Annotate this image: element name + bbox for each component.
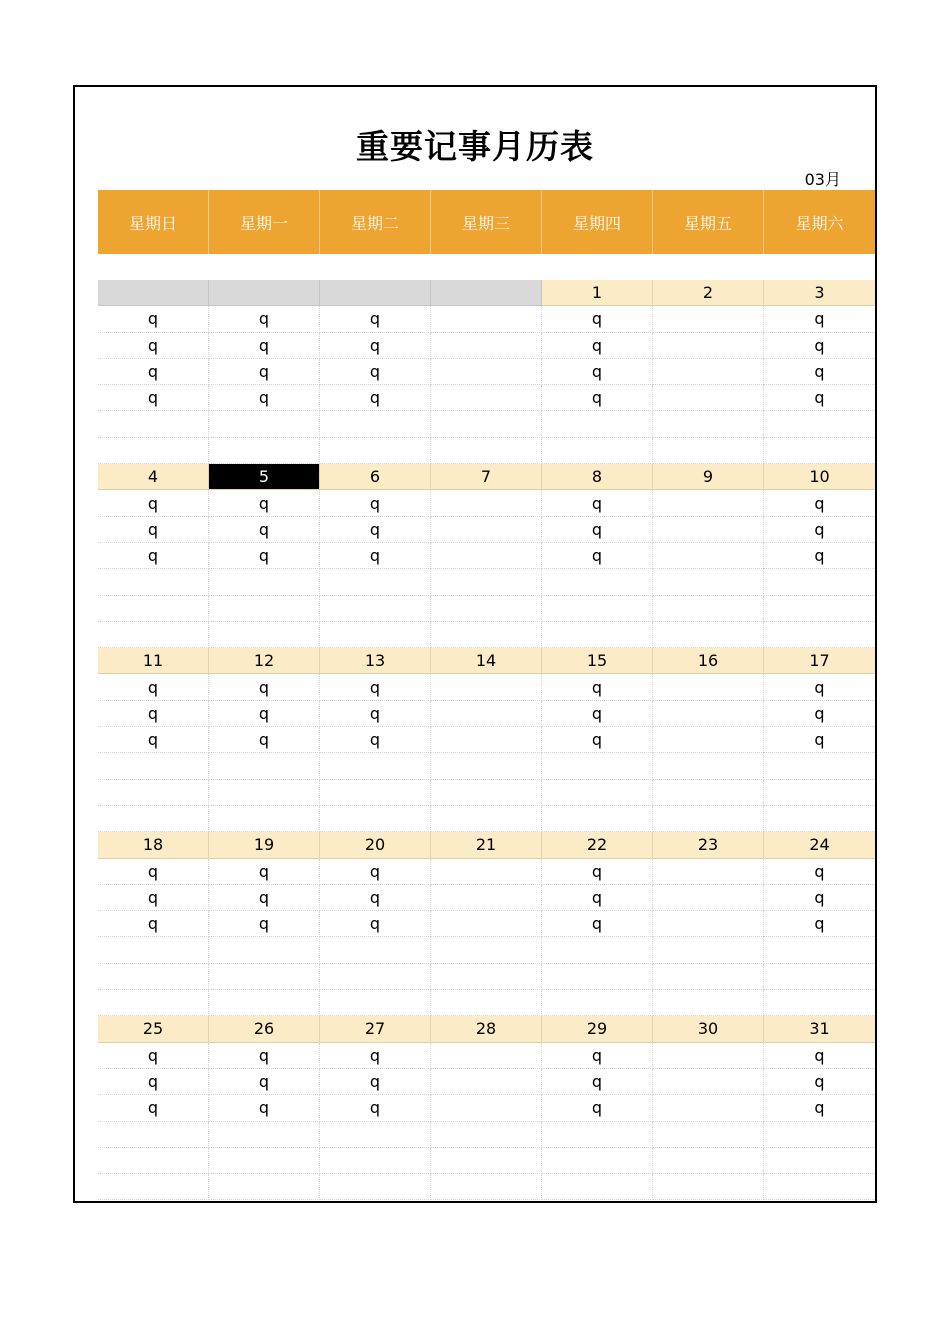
date-cell[interactable]: 10 xyxy=(764,464,875,490)
date-cell[interactable]: 4 xyxy=(98,464,209,490)
note-cell[interactable]: q xyxy=(209,885,320,911)
note-cell[interactable]: q xyxy=(764,490,875,516)
note-cell[interactable] xyxy=(209,1122,320,1148)
date-row xyxy=(98,280,875,306)
note-row xyxy=(98,490,875,516)
note-cell[interactable]: q xyxy=(209,1095,320,1121)
note-cell[interactable] xyxy=(542,937,653,963)
note-cell[interactable]: q xyxy=(209,306,320,332)
note-row xyxy=(98,385,875,411)
note-cell[interactable]: q xyxy=(542,543,653,569)
note-row xyxy=(98,333,875,359)
date-cell[interactable]: 2 xyxy=(653,280,764,306)
note-cell[interactable] xyxy=(653,333,764,359)
note-cell[interactable]: q xyxy=(764,1095,875,1121)
note-cell[interactable]: q xyxy=(542,385,653,411)
note-cell[interactable] xyxy=(764,596,875,622)
note-cell[interactable] xyxy=(431,911,542,937)
note-cell[interactable]: q xyxy=(764,911,875,937)
note-cell[interactable] xyxy=(209,990,320,1016)
note-row xyxy=(98,753,875,779)
date-cell[interactable]: 26 xyxy=(209,1016,320,1042)
note-cell[interactable] xyxy=(431,569,542,595)
note-cell[interactable] xyxy=(431,1148,542,1174)
note-row xyxy=(98,1095,875,1121)
note-cell[interactable] xyxy=(542,990,653,1016)
note-row xyxy=(98,1069,875,1095)
note-cell[interactable] xyxy=(431,727,542,753)
note-cell[interactable] xyxy=(209,964,320,990)
note-row xyxy=(98,990,875,1016)
weeks-container xyxy=(98,280,875,1200)
note-cell[interactable]: q xyxy=(98,306,209,332)
note-cell[interactable]: q xyxy=(764,1043,875,1069)
note-cell[interactable]: q xyxy=(209,490,320,516)
note-cell[interactable] xyxy=(431,385,542,411)
note-cell[interactable]: q xyxy=(209,859,320,885)
empty-date-cell[interactable] xyxy=(320,280,431,306)
note-cell[interactable]: q xyxy=(98,359,209,385)
note-cell[interactable] xyxy=(98,1122,209,1148)
note-row xyxy=(98,885,875,911)
note-cell[interactable] xyxy=(320,596,431,622)
note-cell[interactable] xyxy=(542,753,653,779)
header-spacer xyxy=(98,254,875,280)
note-row xyxy=(98,306,875,332)
note-row xyxy=(98,911,875,937)
note-cell[interactable] xyxy=(320,990,431,1016)
note-cell[interactable] xyxy=(431,990,542,1016)
note-cell[interactable]: q xyxy=(320,674,431,700)
note-cell[interactable] xyxy=(542,806,653,832)
note-row xyxy=(98,780,875,806)
note-cell[interactable] xyxy=(653,1069,764,1095)
note-cell[interactable] xyxy=(98,1148,209,1174)
note-cell[interactable] xyxy=(98,411,209,437)
note-cell[interactable] xyxy=(431,806,542,832)
note-cell[interactable]: q xyxy=(764,517,875,543)
note-cell[interactable] xyxy=(653,622,764,648)
date-cell[interactable]: 30 xyxy=(653,1016,764,1042)
week-block xyxy=(98,280,875,464)
note-cell[interactable]: q xyxy=(764,701,875,727)
note-cell[interactable]: q xyxy=(98,543,209,569)
note-cell[interactable]: q xyxy=(320,1043,431,1069)
note-cell[interactable] xyxy=(653,727,764,753)
note-cell[interactable] xyxy=(431,359,542,385)
note-row xyxy=(98,727,875,753)
note-cell[interactable] xyxy=(653,1043,764,1069)
note-cell[interactable] xyxy=(653,674,764,700)
note-cell[interactable] xyxy=(653,937,764,963)
note-cell[interactable]: q xyxy=(320,359,431,385)
note-cell[interactable] xyxy=(209,411,320,437)
date-cell[interactable]: 23 xyxy=(653,832,764,858)
date-cell[interactable]: 18 xyxy=(98,832,209,858)
note-cell[interactable]: q xyxy=(320,517,431,543)
note-cell[interactable]: q xyxy=(764,385,875,411)
note-cell[interactable] xyxy=(764,964,875,990)
date-cell[interactable]: 19 xyxy=(209,832,320,858)
note-cell[interactable]: q xyxy=(542,490,653,516)
date-cell[interactable]: 28 xyxy=(431,1016,542,1042)
date-row xyxy=(98,648,875,674)
note-cell[interactable] xyxy=(98,780,209,806)
note-cell[interactable] xyxy=(320,569,431,595)
date-cell[interactable]: 7 xyxy=(431,464,542,490)
note-cell[interactable] xyxy=(653,359,764,385)
date-cell[interactable]: 20 xyxy=(320,832,431,858)
note-cell[interactable] xyxy=(764,622,875,648)
note-cell[interactable] xyxy=(542,411,653,437)
calendar-grid xyxy=(98,190,875,1200)
note-cell[interactable] xyxy=(764,1174,875,1200)
date-cell[interactable]: 27 xyxy=(320,1016,431,1042)
note-cell[interactable] xyxy=(209,753,320,779)
note-cell[interactable] xyxy=(320,753,431,779)
date-cell[interactable]: 3 xyxy=(764,280,875,306)
note-cell[interactable]: q xyxy=(764,543,875,569)
note-cell[interactable]: q xyxy=(320,701,431,727)
note-cell[interactable] xyxy=(653,490,764,516)
note-cell[interactable] xyxy=(209,1148,320,1174)
note-cell[interactable] xyxy=(320,1122,431,1148)
note-cell[interactable]: q xyxy=(209,674,320,700)
note-cell[interactable]: q xyxy=(542,1069,653,1095)
note-row xyxy=(98,438,875,464)
note-cell[interactable]: q xyxy=(320,727,431,753)
note-cell[interactable] xyxy=(431,596,542,622)
note-cell[interactable] xyxy=(320,1148,431,1174)
note-cell[interactable]: q xyxy=(764,859,875,885)
week-block xyxy=(98,1016,875,1200)
note-row xyxy=(98,964,875,990)
note-row xyxy=(98,701,875,727)
note-cell[interactable] xyxy=(431,859,542,885)
note-cell[interactable] xyxy=(653,990,764,1016)
note-cell[interactable]: q xyxy=(209,727,320,753)
note-cell[interactable]: q xyxy=(320,911,431,937)
note-cell[interactable]: q xyxy=(320,543,431,569)
note-row xyxy=(98,359,875,385)
note-row xyxy=(98,937,875,963)
date-row xyxy=(98,1016,875,1042)
date-cell[interactable]: 14 xyxy=(431,648,542,674)
date-cell[interactable]: 31 xyxy=(764,1016,875,1042)
note-cell[interactable] xyxy=(653,964,764,990)
note-cell[interactable] xyxy=(320,1174,431,1200)
date-cell[interactable]: 12 xyxy=(209,648,320,674)
note-cell[interactable]: q xyxy=(320,385,431,411)
note-cell[interactable]: q xyxy=(764,727,875,753)
note-cell[interactable] xyxy=(653,859,764,885)
note-row xyxy=(98,859,875,885)
note-cell[interactable] xyxy=(98,596,209,622)
note-cell[interactable]: q xyxy=(98,701,209,727)
note-cell[interactable]: q xyxy=(542,517,653,543)
note-cell[interactable]: q xyxy=(98,674,209,700)
note-cell[interactable] xyxy=(431,543,542,569)
note-cell[interactable]: q xyxy=(320,306,431,332)
note-cell[interactable]: q xyxy=(764,306,875,332)
note-cell[interactable]: q xyxy=(320,1069,431,1095)
note-cell[interactable] xyxy=(209,569,320,595)
note-cell[interactable] xyxy=(98,622,209,648)
note-cell[interactable] xyxy=(98,1174,209,1200)
note-cell[interactable] xyxy=(431,622,542,648)
note-cell[interactable] xyxy=(431,517,542,543)
note-cell[interactable]: q xyxy=(320,490,431,516)
note-cell[interactable] xyxy=(542,622,653,648)
note-cell[interactable] xyxy=(431,937,542,963)
note-cell[interactable] xyxy=(431,438,542,464)
note-cell[interactable] xyxy=(653,701,764,727)
note-cell[interactable]: q xyxy=(98,385,209,411)
note-cell[interactable]: q xyxy=(98,727,209,753)
note-row xyxy=(98,1043,875,1069)
note-cell[interactable]: q xyxy=(320,859,431,885)
note-row xyxy=(98,1174,875,1200)
week-block xyxy=(98,832,875,1016)
note-cell[interactable] xyxy=(653,1148,764,1174)
note-cell[interactable] xyxy=(653,543,764,569)
note-cell[interactable] xyxy=(209,780,320,806)
note-row xyxy=(98,674,875,700)
note-cell[interactable] xyxy=(542,1148,653,1174)
note-cell[interactable] xyxy=(542,596,653,622)
note-cell[interactable] xyxy=(542,780,653,806)
note-cell[interactable] xyxy=(98,753,209,779)
note-cell[interactable] xyxy=(209,622,320,648)
note-cell[interactable]: q xyxy=(209,543,320,569)
note-cell[interactable]: q xyxy=(98,1043,209,1069)
note-cell[interactable] xyxy=(764,937,875,963)
note-cell[interactable]: q xyxy=(209,359,320,385)
note-cell[interactable]: q xyxy=(209,517,320,543)
note-cell[interactable] xyxy=(431,333,542,359)
date-cell[interactable]: 15 xyxy=(542,648,653,674)
note-cell[interactable] xyxy=(653,596,764,622)
note-cell[interactable] xyxy=(320,937,431,963)
note-cell[interactable] xyxy=(431,674,542,700)
note-cell[interactable]: q xyxy=(542,885,653,911)
note-cell[interactable] xyxy=(431,1174,542,1200)
date-cell[interactable]: 1 xyxy=(542,280,653,306)
note-cell[interactable] xyxy=(431,964,542,990)
empty-date-cell[interactable] xyxy=(431,280,542,306)
note-cell[interactable]: q xyxy=(764,333,875,359)
note-cell[interactable] xyxy=(98,937,209,963)
page-title: 重要记事月历表 xyxy=(356,127,594,166)
weekday-header-fri: 星期五 xyxy=(653,190,764,254)
note-cell[interactable] xyxy=(653,385,764,411)
note-cell[interactable]: q xyxy=(98,1095,209,1121)
note-cell[interactable]: q xyxy=(764,359,875,385)
note-cell[interactable] xyxy=(431,411,542,437)
note-row xyxy=(98,1148,875,1174)
selected-date-cell[interactable]: 5 xyxy=(209,464,320,490)
note-cell[interactable] xyxy=(98,806,209,832)
note-cell[interactable]: q xyxy=(209,333,320,359)
weekday-header-mon: 星期一 xyxy=(209,190,320,254)
note-cell[interactable] xyxy=(653,411,764,437)
note-cell[interactable] xyxy=(431,1069,542,1095)
note-cell[interactable] xyxy=(764,806,875,832)
date-cell[interactable]: 11 xyxy=(98,648,209,674)
note-cell[interactable] xyxy=(431,1043,542,1069)
date-cell[interactable]: 29 xyxy=(542,1016,653,1042)
note-cell[interactable] xyxy=(542,964,653,990)
note-cell[interactable] xyxy=(320,411,431,437)
note-cell[interactable] xyxy=(653,306,764,332)
note-cell[interactable] xyxy=(764,1148,875,1174)
note-cell[interactable] xyxy=(542,569,653,595)
note-cell[interactable]: q xyxy=(209,911,320,937)
weekday-header-wed: 星期三 xyxy=(431,190,542,254)
calendar-sheet xyxy=(73,85,877,1203)
note-cell[interactable]: q xyxy=(98,885,209,911)
note-cell[interactable] xyxy=(764,780,875,806)
note-cell[interactable] xyxy=(98,438,209,464)
note-cell[interactable] xyxy=(209,937,320,963)
note-row xyxy=(98,543,875,569)
note-cell[interactable] xyxy=(209,438,320,464)
date-cell[interactable]: 8 xyxy=(542,464,653,490)
note-cell[interactable] xyxy=(209,806,320,832)
note-cell[interactable] xyxy=(653,780,764,806)
note-cell[interactable] xyxy=(98,964,209,990)
note-cell[interactable]: q xyxy=(209,701,320,727)
note-cell[interactable]: q xyxy=(542,859,653,885)
note-cell[interactable] xyxy=(542,1174,653,1200)
note-cell[interactable]: q xyxy=(98,490,209,516)
note-cell[interactable]: q xyxy=(209,1043,320,1069)
note-cell[interactable] xyxy=(653,517,764,543)
date-cell[interactable]: 13 xyxy=(320,648,431,674)
note-cell[interactable] xyxy=(98,990,209,1016)
date-row xyxy=(98,464,875,490)
note-cell[interactable] xyxy=(431,753,542,779)
note-cell[interactable] xyxy=(653,1095,764,1121)
note-cell[interactable] xyxy=(653,1174,764,1200)
note-cell[interactable]: q xyxy=(98,911,209,937)
note-cell[interactable] xyxy=(209,1174,320,1200)
note-cell[interactable]: q xyxy=(98,1069,209,1095)
date-cell[interactable]: 17 xyxy=(764,648,875,674)
note-cell[interactable]: q xyxy=(209,1069,320,1095)
note-cell[interactable]: q xyxy=(542,701,653,727)
weekday-header-row xyxy=(98,190,875,254)
note-cell[interactable] xyxy=(653,753,764,779)
note-row xyxy=(98,1122,875,1148)
note-cell[interactable] xyxy=(98,569,209,595)
weekday-header-thu: 星期四 xyxy=(542,190,653,254)
note-cell[interactable] xyxy=(320,438,431,464)
date-cell[interactable]: 21 xyxy=(431,832,542,858)
note-cell[interactable]: q xyxy=(764,674,875,700)
note-cell[interactable] xyxy=(431,1122,542,1148)
date-row xyxy=(98,832,875,858)
note-cell[interactable] xyxy=(431,780,542,806)
note-cell[interactable]: q xyxy=(542,727,653,753)
note-cell[interactable]: q xyxy=(542,674,653,700)
note-row xyxy=(98,569,875,595)
note-cell[interactable]: q xyxy=(320,885,431,911)
note-cell[interactable] xyxy=(764,411,875,437)
note-cell[interactable] xyxy=(542,438,653,464)
empty-date-cell[interactable] xyxy=(209,280,320,306)
note-row xyxy=(98,806,875,832)
note-cell[interactable]: q xyxy=(542,333,653,359)
note-cell[interactable] xyxy=(764,990,875,1016)
date-cell[interactable]: 24 xyxy=(764,832,875,858)
note-cell[interactable] xyxy=(431,490,542,516)
note-cell[interactable]: q xyxy=(542,359,653,385)
month-label: 03月 xyxy=(804,170,841,189)
note-cell[interactable] xyxy=(653,569,764,595)
note-row xyxy=(98,517,875,543)
note-row xyxy=(98,411,875,437)
note-cell[interactable] xyxy=(431,306,542,332)
note-cell[interactable]: q xyxy=(542,306,653,332)
note-cell[interactable]: q xyxy=(320,333,431,359)
note-cell[interactable] xyxy=(653,885,764,911)
note-cell[interactable]: q xyxy=(542,1095,653,1121)
date-cell[interactable]: 6 xyxy=(320,464,431,490)
date-cell[interactable]: 25 xyxy=(98,1016,209,1042)
note-cell[interactable] xyxy=(764,569,875,595)
weekday-header-sun: 星期日 xyxy=(98,190,209,254)
weekday-header-tue: 星期二 xyxy=(320,190,431,254)
note-cell[interactable] xyxy=(653,911,764,937)
note-cell[interactable]: q xyxy=(209,385,320,411)
note-cell[interactable] xyxy=(764,753,875,779)
note-cell[interactable] xyxy=(320,622,431,648)
note-row xyxy=(98,596,875,622)
note-cell[interactable]: q xyxy=(542,911,653,937)
note-cell[interactable]: q xyxy=(98,333,209,359)
note-cell[interactable] xyxy=(431,885,542,911)
note-cell[interactable]: q xyxy=(764,1069,875,1095)
note-cell[interactable]: q xyxy=(542,1043,653,1069)
note-cell[interactable]: q xyxy=(320,1095,431,1121)
note-row xyxy=(98,622,875,648)
note-cell[interactable] xyxy=(431,1095,542,1121)
weekday-header-sat: 星期六 xyxy=(764,190,875,254)
note-cell[interactable] xyxy=(764,438,875,464)
week-block xyxy=(98,464,875,648)
note-cell[interactable] xyxy=(653,806,764,832)
note-cell[interactable]: q xyxy=(98,859,209,885)
note-cell[interactable] xyxy=(320,806,431,832)
note-cell[interactable]: q xyxy=(98,517,209,543)
note-cell[interactable]: q xyxy=(764,885,875,911)
note-cell[interactable] xyxy=(320,964,431,990)
date-cell[interactable]: 22 xyxy=(542,832,653,858)
note-cell[interactable] xyxy=(653,438,764,464)
note-cell[interactable] xyxy=(542,1122,653,1148)
empty-date-cell[interactable] xyxy=(98,280,209,306)
note-cell[interactable] xyxy=(764,1122,875,1148)
week-block xyxy=(98,648,875,832)
date-cell[interactable]: 16 xyxy=(653,648,764,674)
note-cell[interactable] xyxy=(431,701,542,727)
note-cell[interactable] xyxy=(209,596,320,622)
note-cell[interactable] xyxy=(320,780,431,806)
note-cell[interactable] xyxy=(653,1122,764,1148)
date-cell[interactable]: 9 xyxy=(653,464,764,490)
